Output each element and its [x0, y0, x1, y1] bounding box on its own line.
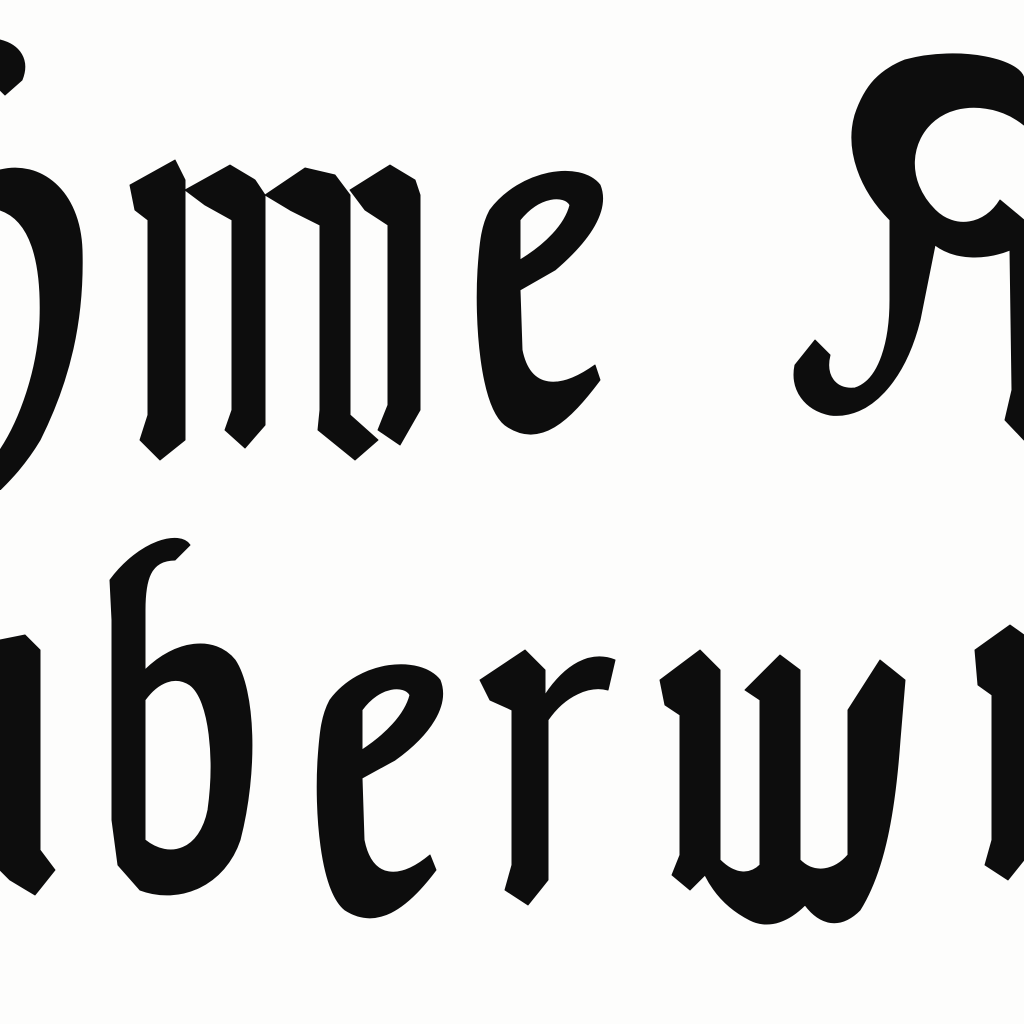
glyph-n [350, 165, 420, 445]
partial-glyph-left [0, 40, 25, 95]
glyph-capital-r [794, 54, 1024, 440]
glyph-e [477, 171, 602, 434]
blackletter-line-1 [0, 20, 1024, 490]
glyph-e-2 [317, 665, 442, 918]
glyph-r [480, 650, 615, 905]
line-2-glyphs [0, 520, 1024, 990]
glyph-i [975, 625, 1024, 880]
line-1-glyphs [0, 20, 1024, 490]
partial-glyph-left-2 [0, 635, 55, 895]
glyph-b [110, 538, 252, 895]
blackletter-line-2 [0, 520, 1024, 990]
glyph-w [660, 650, 905, 924]
glyph-m [130, 160, 185, 460]
